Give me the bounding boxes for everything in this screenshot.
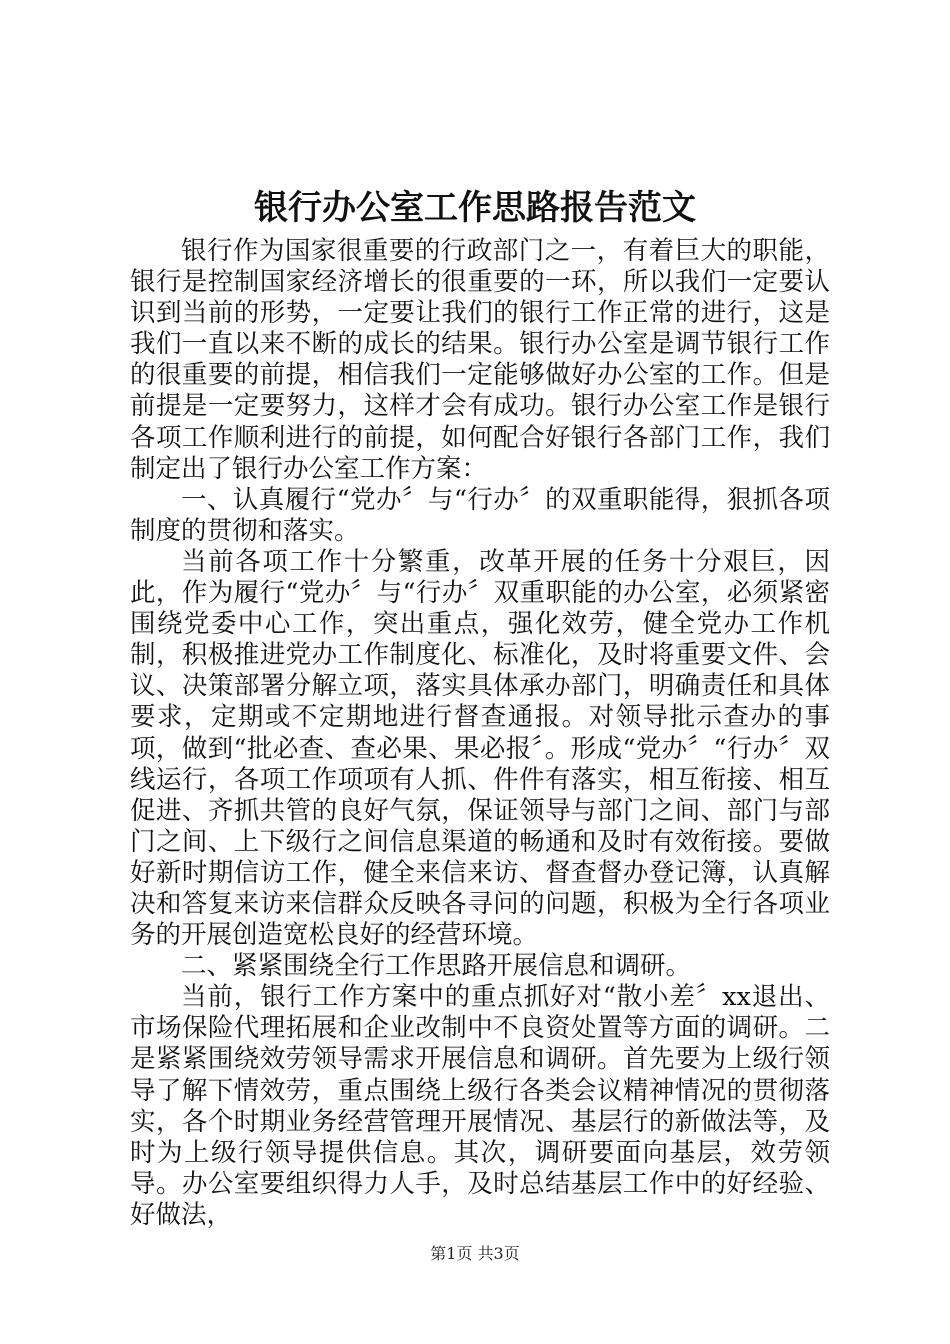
document-body (130, 236, 830, 1231)
paragraph-heading-2: 二、紧紧围绕全行工作思路开展信息和调研。 (181, 951, 692, 982)
paragraph-section-2: 当前，银行工作方案中的重点抓好对“散小差〞xx退出、市场保险代理拓展和企业改制中不良资处置等方面的调研。二是紧紧围绕效劳领导需求开展信息和调研。首先要为上级行领导了解下情效劳，重点围绕上级行各类会议精神情况的贯彻落实，各个时期业务经营管理开展情况、基层行的新做法等，及时为上级行领导提供信息。其次，调研要面向基层，效劳领导。办公室要组织得力人手，及时总结基层工作中的好经验、好做法， (130, 982, 830, 1230)
paragraph-intro: 银行作为国家很重要的行政部门之一，有着巨大的职能，银行是控制国家经济增长的很重要的一环，所以我们一定要认识到当前的形势，一定要让我们的银行工作正常的进行，这是我们一直以来不断的成长的结果。银行办公室是调节银行工作的很重要的前提，相信我们一定能够做好办公室的工作。但是前提是一定要努力，这样才会有成功。银行办公室工作是银行各项工作顺利进行的前提，如何配合好银行各部门工作，我们制定出了银行办公室工作方案： (130, 236, 830, 484)
paragraph-section-1: 当前各项工作十分繁重，改革开展的任务十分艰巨，因此，作为履行“党办〞与“行办〞双重职能的办公室，必须紧密围绕党委中心工作，突出重点，强化效劳，健全党办工作机制，积极推进党办工作制度化、标准化，及时将重要文件、会议、决策部署分解立项，落实具体承办部门，明确责任和具体要求，定期或不定期地进行督查通报。对领导批示查办的事项，做到“批必查、查必果、果必报〞。形成“党办〞“行办〞双线运行，各项工作项项有人抓、件件有落实，相互衔接、相互促进、齐抓共管的良好气氛，保证领导与部门之间、部门与部门之间、上下级行之间信息渠道的畅通和及时有效衔接。要做好新时期信访工作，健全来信来访、督查督办登记簿，认真解决和答复来访来信群众反映各寻问的问题，积极为全行各项业务的开展创造宽松良好的经营环境。 (130, 546, 830, 951)
paragraph-heading-1: 一、认真履行“党办〞与“行办〞的双重职能得，狠抓各项制度的贯彻和落实。 (130, 484, 830, 546)
page-number-footer: 第1页 共3页 (430, 1244, 520, 1263)
document-title: 银行办公室工作思路报告范文 (254, 188, 696, 228)
